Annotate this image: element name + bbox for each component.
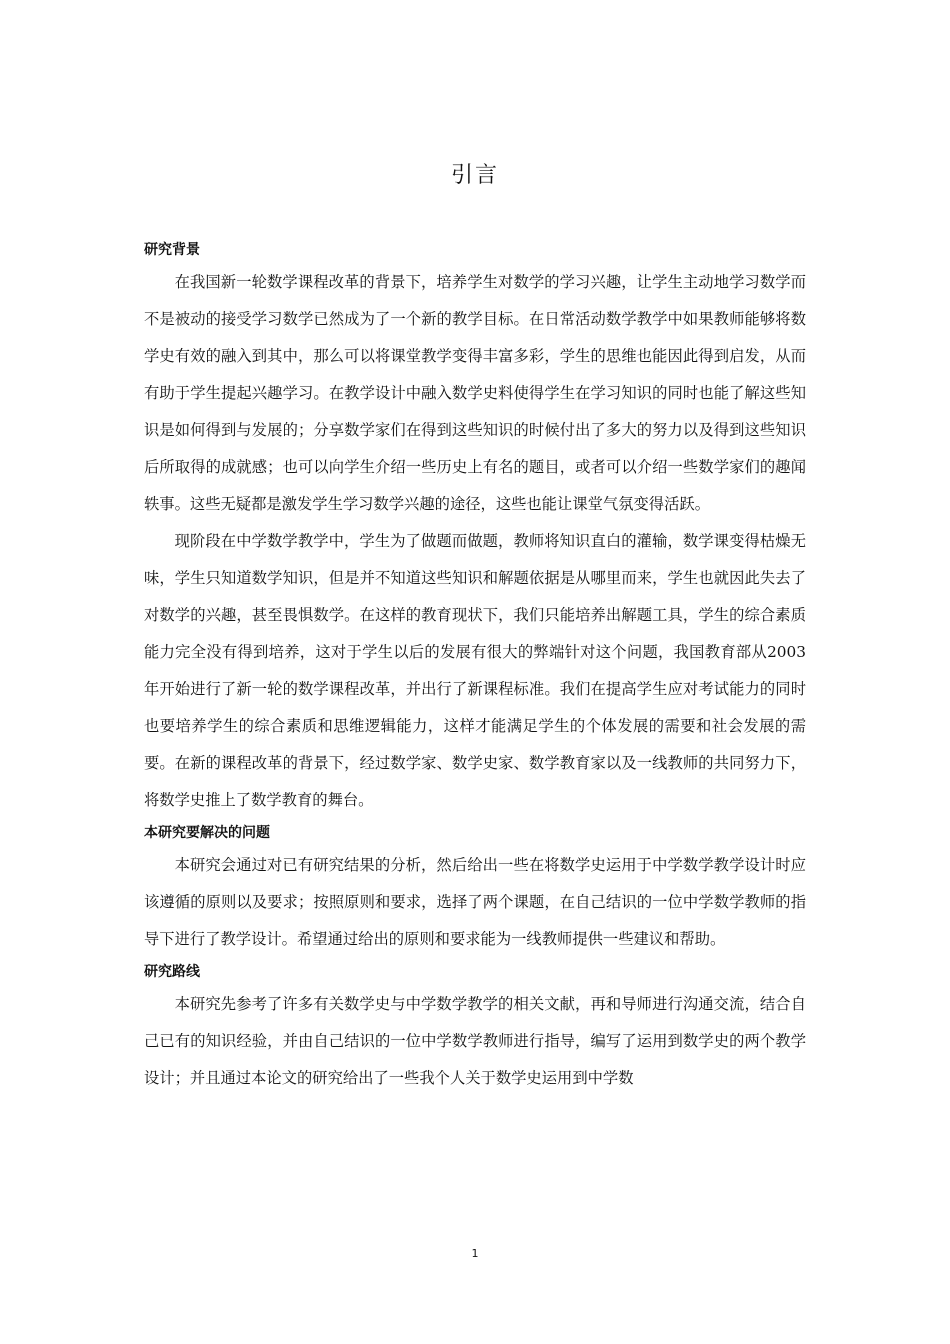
section-research-route	[144, 958, 806, 1097]
section-heading: 本研究要解决的问题	[144, 825, 270, 841]
section-research-background	[144, 236, 806, 819]
paragraph: 在我国新一轮数学课程改革的背景下，培养学生对数学的学习兴趣，让学生主动地学习数学而不是被动的接受学习数学已然成为了一个新的教学目标。在日常活动数学教学中如果教师能够将数学史有效的融入到其中，那么可以将课堂教学变得丰富多彩，学生的思维也能因此得到启发，从而有助于学生提起兴趣学习。在教学设计中融入数学史料使得学生在学习知识的同时也能了解这些知识是如何得到与发展的；分享数学家们在得到这些知识的时候付出了多大的努力以及得到这些知识后所取得的成就感；也可以向学生介绍一些历史上有名的题目，或者可以介绍一些数学家们的趣闻轶事。这些无疑都是激发学生学习数学兴趣的途径，这些也能让课堂气氛变得活跃。	[144, 273, 806, 513]
paragraph: 本研究先参考了许多有关数学史与中学数学教学的相关文献，再和导师进行沟通交流，结合自己已有的知识经验，并由自己结识的一位中学数学教师进行指导，编写了运用到数学史的两个教学设计；并且通过本论文的研究给出了一些我个人关于数学史运用到中学数	[144, 995, 806, 1087]
section-heading: 研究路线	[144, 964, 200, 980]
section-heading: 研究背景	[144, 242, 200, 258]
page-title: 引言	[450, 163, 499, 188]
paragraph: 现阶段在中学数学教学中，学生为了做题而做题，教师将知识直白的灌输，数学课变得枯燥无味，学生只知道数学知识，但是并不知道这些知识和解题依据是从哪里而来，学生也就因此失去了对数学的兴趣，甚至畏惧数学。在这样的教育现状下，我们只能培养出解题工具，学生的综合素质能力完全没有得到培养，这对于学生以后的发展有很大的弊端针对这个问题，我国教育部从2003年开始进行了新一轮的数学课程改革，并出行了新课程标准。我们在提高学生应对考试能力的同时也要培养学生的综合素质和思维逻辑能力，这样才能满足学生的个体发展的需要和社会发展的需要。在新的课程改革的背景下，经过数学家、数学史家、数学教育家以及一线教师的共同努力下，将数学史推上了数学教育的舞台。	[144, 532, 806, 809]
section-research-problem	[144, 819, 806, 958]
page-number: 1	[471, 1247, 479, 1260]
paragraph: 本研究会通过对已有研究结果的分析，然后给出一些在将数学史运用于中学数学教学设计时应该遵循的原则以及要求；按照原则和要求，选择了两个课题，在自己结识的一位中学数学教师的指导下进行了教学设计。希望通过给出的原则和要求能为一线教师提供一些建议和帮助。	[144, 856, 806, 948]
document-body	[144, 236, 806, 1097]
